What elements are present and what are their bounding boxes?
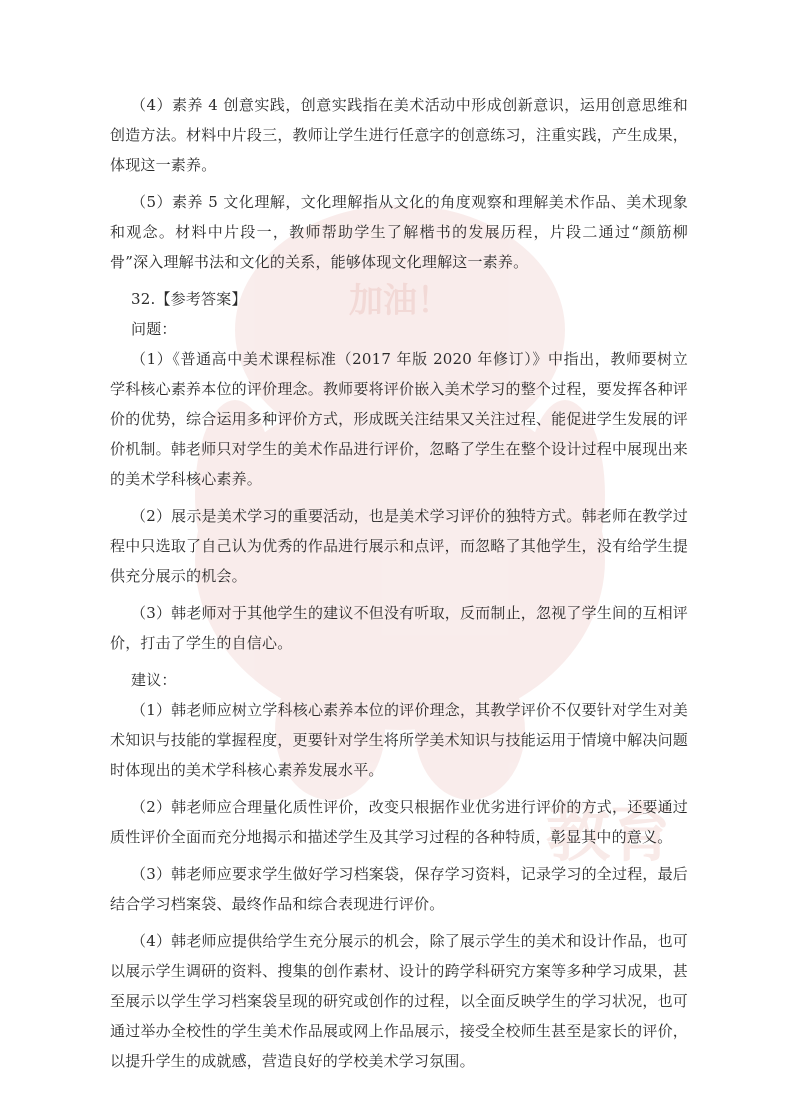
problem-3: （3）韩老师对于其他学生的建议不但没有听取，反而制止，忽视了学生间的互相评价，打击了学生的自信心。 <box>110 604 688 652</box>
suggestion-4: （4）韩老师应提供给学生充分展示的机会，除了展示学生的美术和设计作品，也可以展示学生调研的资料、搜集的创作素材、设计的跨学科研究方案等多种学习成果，甚至展示以学生学习档案袋呈现的研究或创作的过程，以全面反映学生的学习状况，也可通过举办全校性的学生美术作品展或网上作品展示，接受全校师生甚至是家长的评价，以提升学生的成就感，营造良好的学校美术学习氛围。 <box>110 932 688 1070</box>
watermark-badge: 加油！ <box>349 281 451 321</box>
suggestions-label: 建议： <box>131 671 177 689</box>
problem-1: （1）《普通高中美术课程标准（2017 年版 2020 年修订）》中指出，教师要树立学科核心素养本位的评价理念。教师要将评价嵌入美术学习的整个过程，要发挥各种评价的优势，综合运用多种评价方式，形成既关注结果又关注过程、能促进学生发展的评价机制。韩老师只对学生的美术作品进行评价，忽略了学生在整个设计过程中展现出来的美术学科核心素养。 <box>110 350 688 488</box>
suggestion-2: （2）韩老师应合理量化质性评价，改变只根据作业优劣进行评价的方式，还要通过质性评价全面而充分地揭示和描述学生及其学习过程的各种特质，彰显其中的意义。 <box>110 798 688 846</box>
watermark-brand: 教育 <box>546 797 674 871</box>
paragraph-literacy-4: （4）素养 4 创意实践，创意实践指在美术活动中形成创新意识，运用创意思维和创造方法。材料中片段三，教师让学生进行任意字的创意练习，注重实践，产生成果，体现这一素养。 <box>110 96 688 174</box>
suggestion-1: （1）韩老师应树立学科核心素养本位的评价理念，其教学评价不仅要针对学生对美术知识与技能的掌握程度，更要针对学生将所学美术知识与技能运用于情境中解决问题时体现出的美术学科核心素养发展水平。 <box>110 701 688 779</box>
suggestion-3: （3）韩老师应要求学生做好学习档案袋，保存学习资料，记录学习的全过程，最后结合学习档案袋、最终作品和综合表现进行评价。 <box>110 865 688 913</box>
paragraph-literacy-5: （5）素养 5 文化理解，文化理解指从文化的角度观察和理解美术作品、美术现象和观念。材料中片段一，教师帮助学生了解楷书的发展历程，片段二通过“颜筋柳骨”深入理解书法和文化的关系，能够体现文化理解这一素养。 <box>110 193 688 271</box>
answer-heading: 32.【参考答案】 <box>131 290 247 308</box>
document-body <box>0 90 800 1083</box>
problems-label: 问题： <box>131 320 177 338</box>
problem-2: （2）展示是美术学习的重要活动，也是美术学习评价的独特方式。韩老师在教学过程中只选取了自己认为优秀的作品进行展示和点评，而忽略了其他学生，没有给学生提供充分展示的机会。 <box>110 507 688 585</box>
